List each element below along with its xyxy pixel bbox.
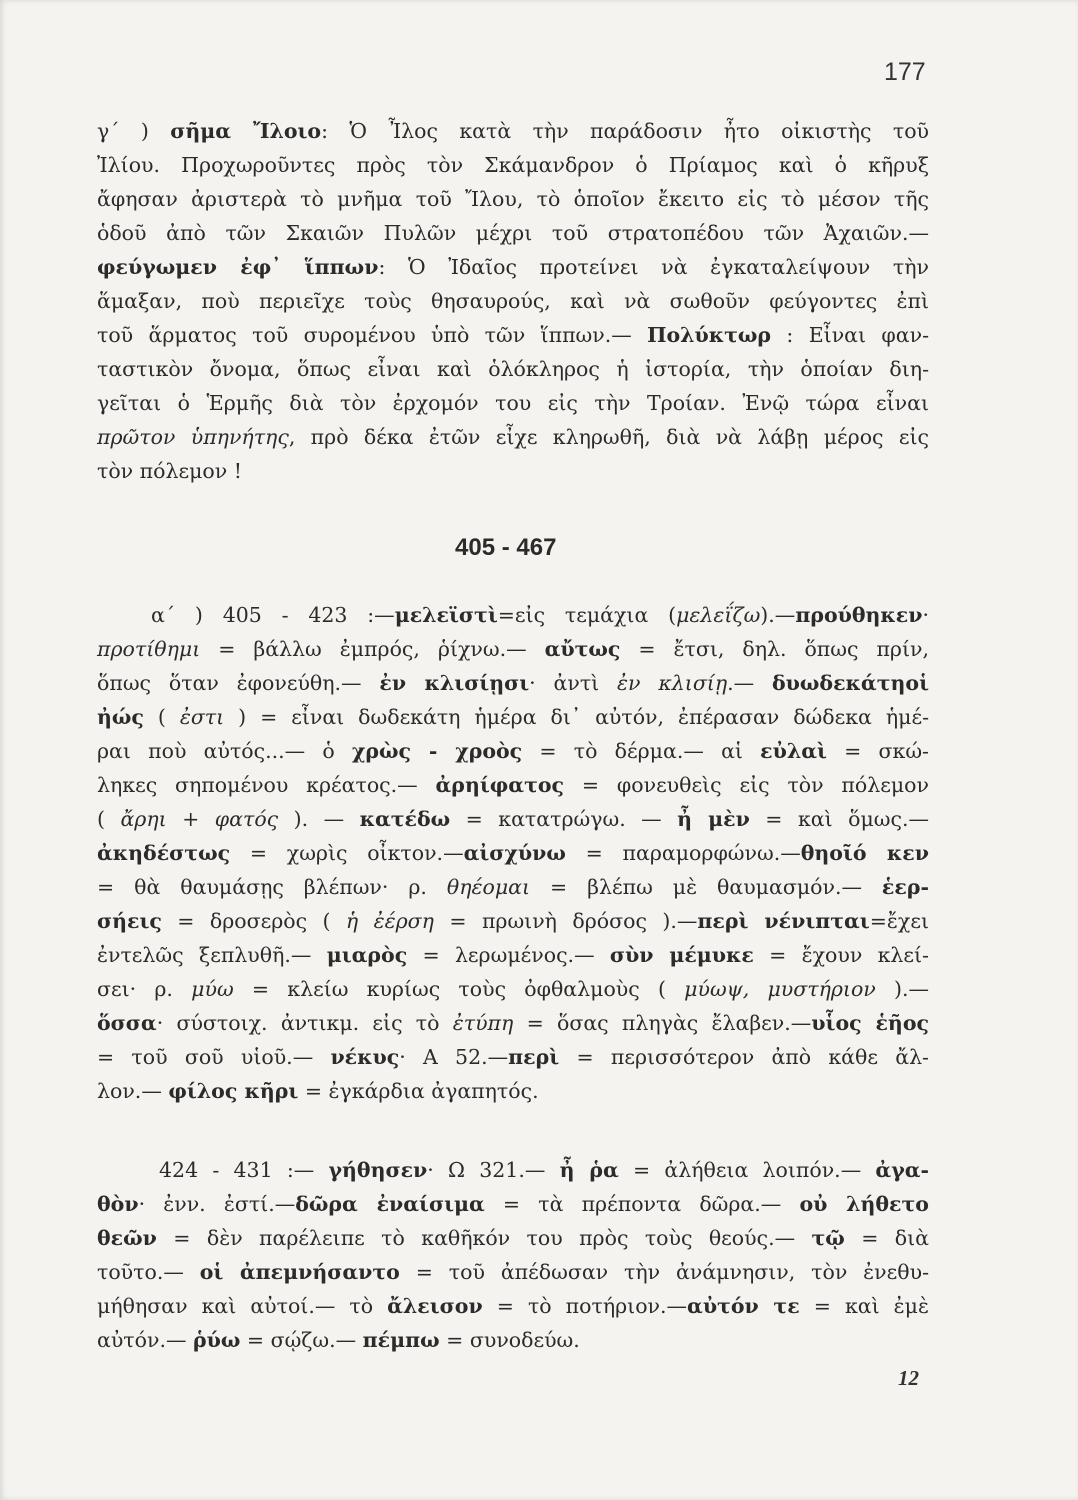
text-line: θεῶν = δὲν παρέλειπε τὸ καθῆκόν του πρὸς τοὺς θεούς.— τῷ = διὰ xyxy=(97,1226,929,1250)
text-line: τοῦ ἅρματος τοῦ συρομένου ὑπὸ τῶν ἵππων.— Πολύκτωρ : Εἶναι φαν- xyxy=(97,323,929,347)
text-line: μήθησαν καὶ αὐτοί.— τὸ ἄλεισον = τὸ ποτήριον.—αὐτόν τε = καὶ ἐμὲ xyxy=(97,1294,930,1318)
text-line: Ἰλίου. Προχωροῦντες πρὸς τὸν Σκάμανδρον ὁ Πρίαμος καὶ ὁ κῆρυξ xyxy=(97,153,929,177)
text-line: ἀκηδέστως = χωρὶς οἶκτον.—αἰσχύνω = παραμορφώνω.—θηοῖό κεν xyxy=(97,841,929,865)
text-line: ( ἄρηι + φατός ). — κατέδω = κατατρώγω. — ἦ μὲν = καὶ ὅμως.— xyxy=(97,807,929,831)
text-line: τοῦτο.— οἱ ἀπεμνήσαντο = τοῦ ἀπέδωσαν τὴν ἀνάμνησιν, τὸν ἐνεθυ- xyxy=(97,1260,929,1284)
commentary-paragraph-1 xyxy=(97,114,929,488)
text-line: ἐντελῶς ξεπλυθῆ.— μιαρὸς = λερωμένος.— σὺν μέμυκε = ἔχουν κλεί- xyxy=(97,943,929,967)
text-line: ληκες σηπομένου κρέατος.— ἀρηίφατος = φονευθεὶς εἰς τὸν πόλεμον xyxy=(97,773,929,797)
text-line: θὸν· ἐνν. ἐστί.—δῶρα ἐναίσιμα = τὰ πρέποντα δῶρα.— οὐ λήθετο xyxy=(97,1192,929,1216)
text-line: ἠώς ( ἐστι ) = εἶναι δωδεκάτη ἡμέρα δι᾽ αὐτόν, ἐπέρασαν δώδεκα ἡμέ- xyxy=(97,705,929,729)
text-line: λον.— φίλος κῆρι = ἐγκάρδια ἀγαπητός. xyxy=(97,1079,539,1103)
text-line: προτίθημι = βάλλω ἐμπρός, ῥίχνω.— αὔτως = ἔτσι, δηλ. ὅπως πρίν, xyxy=(97,637,929,661)
text-line: ραι ποὺ αὐτός...— ὁ χρὼς - χροὸς = τὸ δέρμα.— αἱ εὐλαὶ = σκώ- xyxy=(97,739,929,763)
text-line: = τοῦ σοῦ υἱοῦ.— νέκυς· Α 52.—περὶ = περισσότερον ἀπὸ κάθε ἄλ- xyxy=(97,1045,929,1069)
text-line: ἅμαξαν, ποὺ περιεῖχε τοὺς θησαυρούς, καὶ νὰ σωθοῦν φεύγοντες ἐπὶ xyxy=(97,289,929,313)
text-line: ταστικὸν ὄνομα, ὅπως εἶναι καὶ ὁλόκληρος ἡ ἱστορία, τὴν ὁποίαν διη- xyxy=(97,357,929,381)
text-line: γ΄ ) σῆμα Ἴλοιο: Ὁ Ἶλος κατὰ τὴν παράδοσιν ἦτο οἰκιστὴς τοῦ xyxy=(97,119,929,143)
text-line: ἄφησαν ἀριστερὰ τὸ μνῆμα τοῦ Ἴλου, τὸ ὁποῖον ἔκειτο εἰς τὸ μέσον τῆς xyxy=(97,187,929,211)
text-line: αὐτόν.— ῥύω = σῴζω.— πέμπω = συνοδεύω. xyxy=(97,1328,580,1352)
text-line: ὅπως ὅταν ἐφονεύθη.— ἐν κλισίῃσι· ἀντὶ ἐν κλισίῃ.— δυωδεκάτηοἱ xyxy=(97,671,929,695)
text-line: γεῖται ὁ Ἑρμῆς διὰ τὸν ἐρχομόν του εἰς τὴν Τροίαν. Ἐνῷ τώρα εἶναι xyxy=(97,391,929,415)
text-line: ὅσσα· σύστοιχ. ἀντικμ. εἰς τὸ ἐτύπη = ὅσας πληγὰς ἔλαβεν.—υἷος ἑῆος xyxy=(97,1011,929,1035)
page-number: 177 xyxy=(884,58,926,86)
text-line: α΄ ) 405 - 423 :—μελεϊστὶ=εἰς τεμάχια (μελεΐζω).—προύθηκεν· xyxy=(151,603,930,627)
text-line: 424 - 431 :— γήθησεν· Ω 321.— ἦ ῥα = ἀλήθεια λοιπόν.— ἀγα- xyxy=(159,1158,930,1182)
signature-mark: 12 xyxy=(898,1366,919,1390)
text-line: σει· ρ. μύω = κλείω κυρίως τοὺς ὀφθαλμοὺς ( μύωψ, μυστήριον ).— xyxy=(97,977,930,1001)
text-line: σήεις = δροσερὸς ( ἡ ἐέρση = πρωινὴ δρόσος ).—περὶ νένιπται=ἔχει xyxy=(97,909,929,933)
section-heading: 405 - 467 xyxy=(455,534,557,561)
commentary-paragraph-3 xyxy=(97,1153,929,1357)
text-line: = θὰ θαυμάσῃς βλέπων· ρ. θηέομαι = βλέπω μὲ θαυμασμόν.— ἑερ- xyxy=(97,875,929,899)
commentary-paragraph-2 xyxy=(97,598,929,1108)
text-line: τὸν πόλεμον ! xyxy=(97,459,242,483)
text-line: ὁδοῦ ἀπὸ τῶν Σκαιῶν Πυλῶν μέχρι τοῦ στρατοπέδου τῶν Ἀχαιῶν.— xyxy=(97,221,929,245)
text-line: φεύγωμεν ἐφ᾽ ἵππων: Ὁ Ἰδαῖος προτείνει νὰ ἐγκαταλείψουν τὴν xyxy=(97,255,929,279)
text-line: πρῶτον ὑπηνήτης, πρὸ δέκα ἐτῶν εἶχε κληρωθῆ, διὰ νὰ λάβῃ μέρος εἰς xyxy=(97,425,930,449)
